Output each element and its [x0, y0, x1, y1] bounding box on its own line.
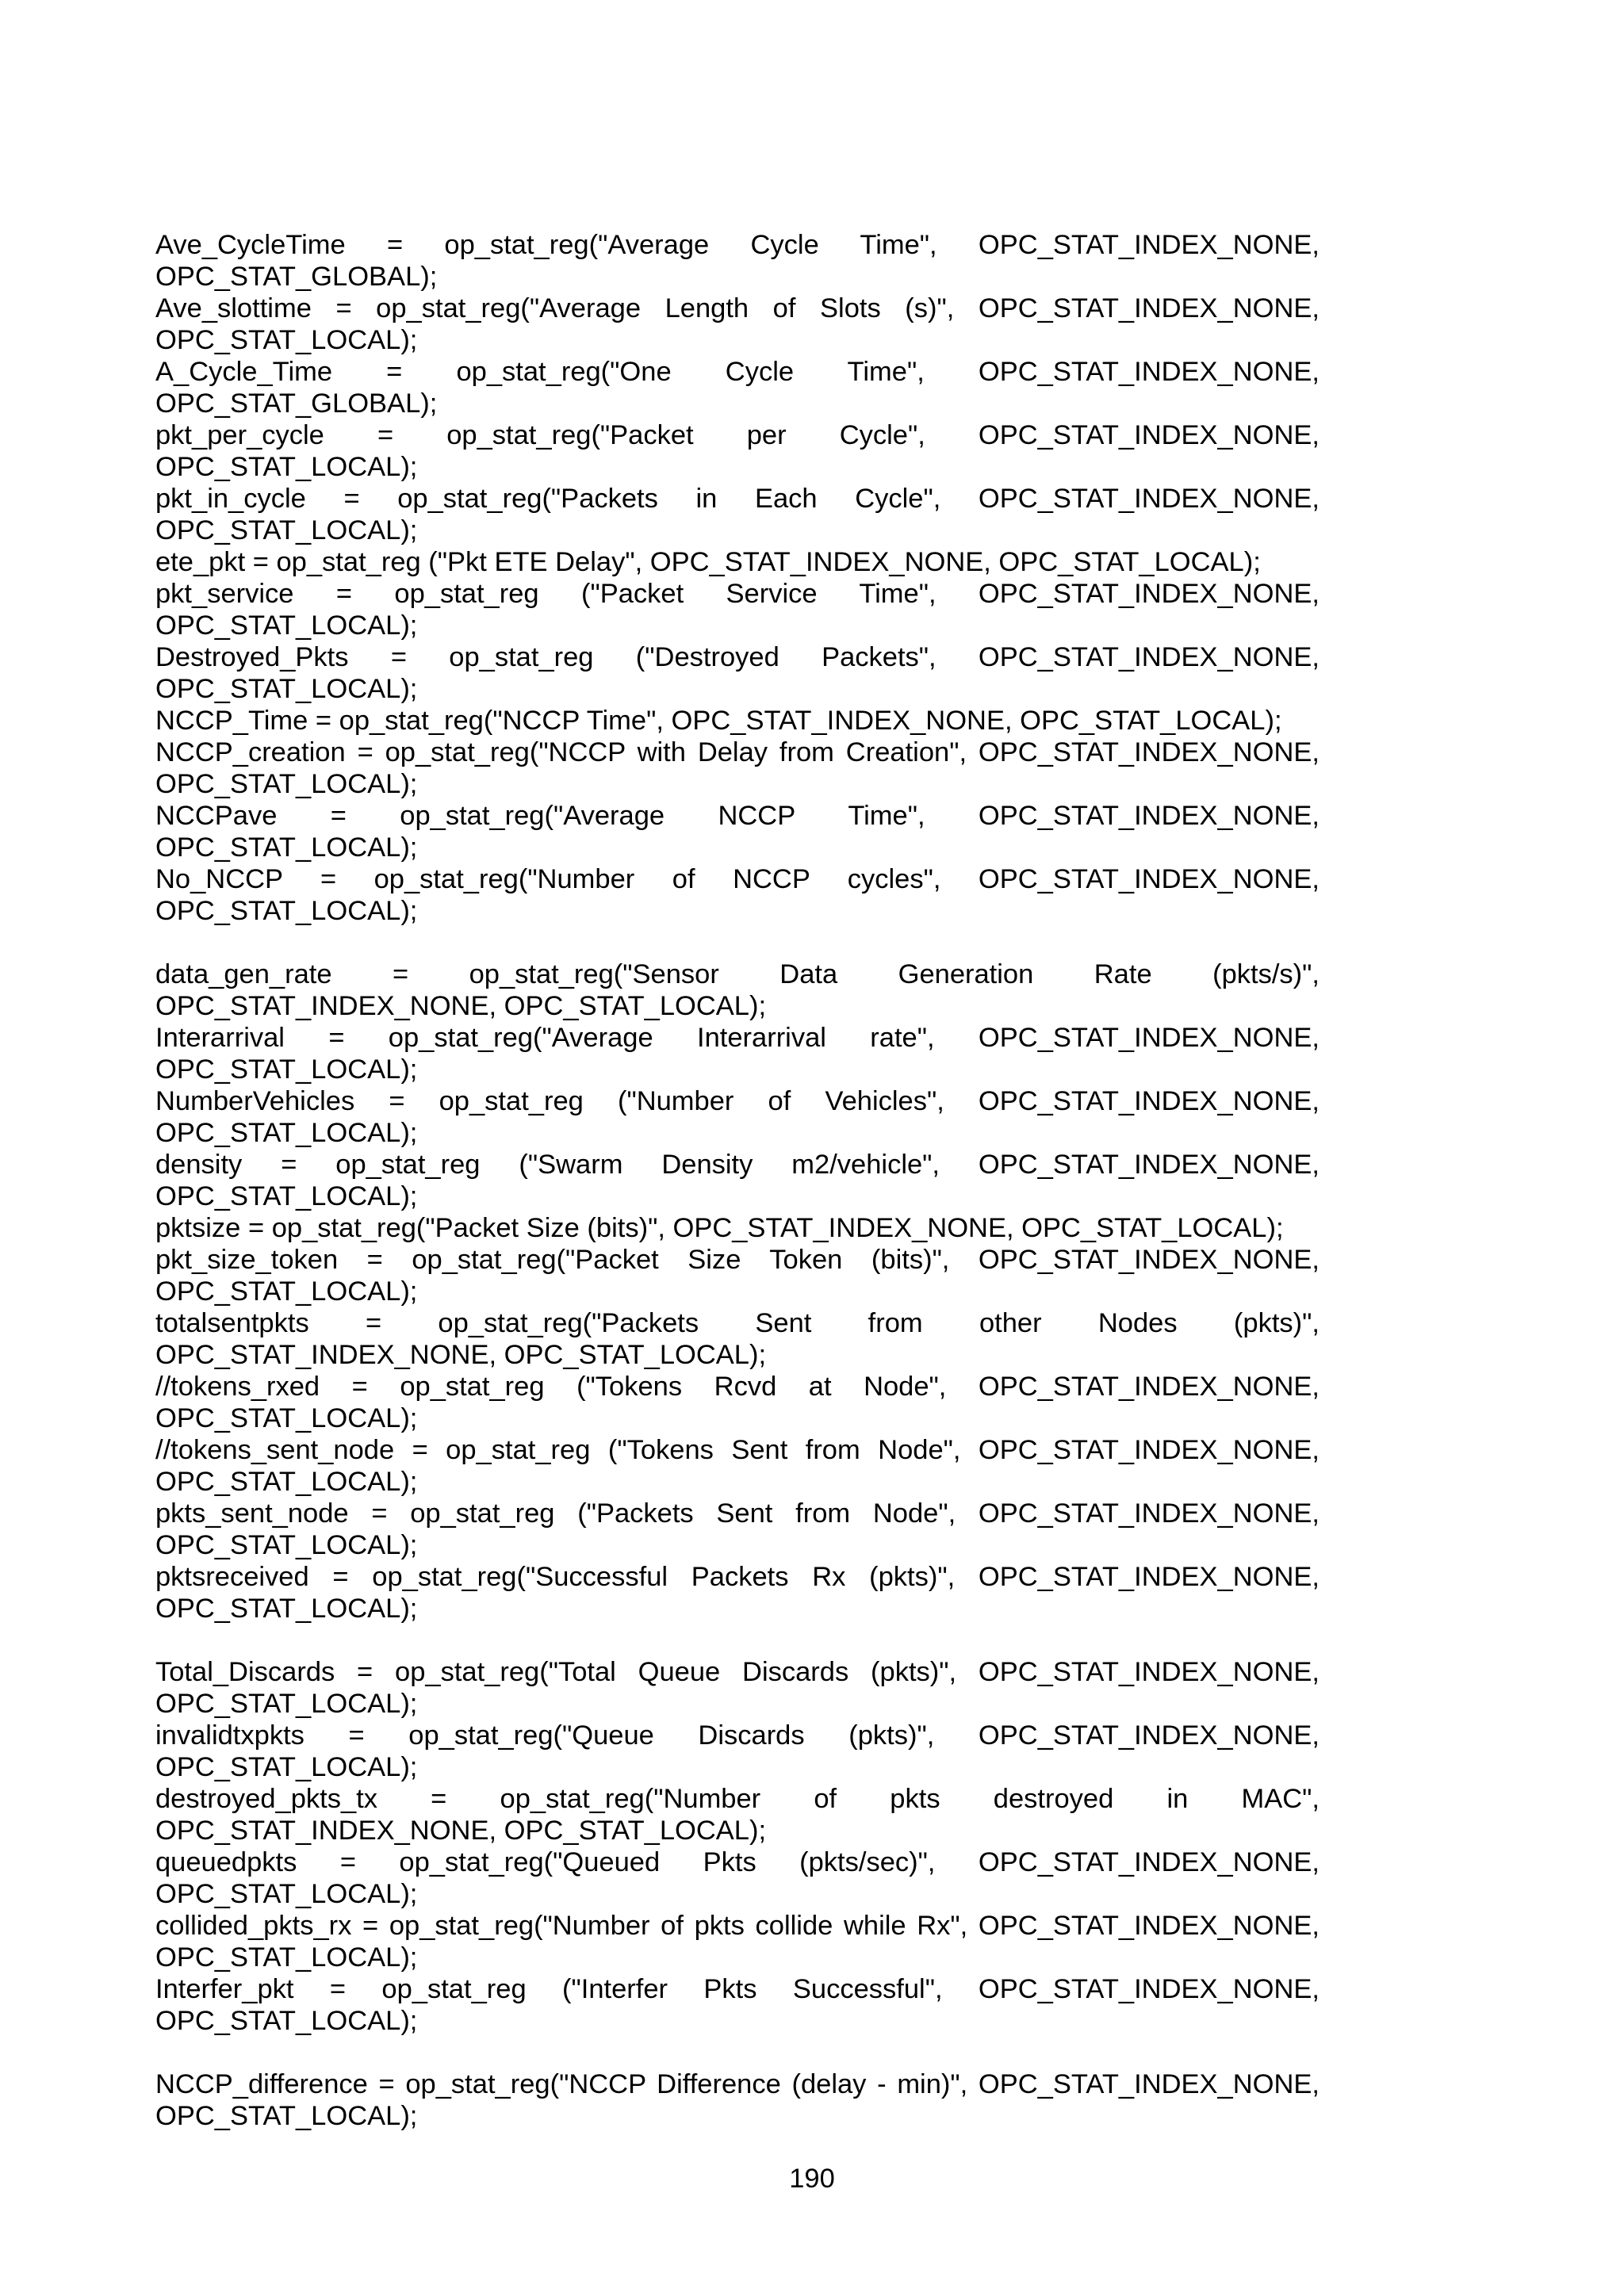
code-statement: A_Cycle_Time = op_stat_reg("One Cycle Time", OPC_STAT_INDEX_NONE, OPC_STAT_GLOBAL); [155, 357, 1320, 419]
paragraph-gap [155, 927, 1320, 959]
code-listing [155, 229, 1320, 2132]
code-statement: invalidtxpkts = op_stat_reg("Queue Discards (pkts)", OPC_STAT_INDEX_NONE, OPC_STAT_LOCAL); [155, 1720, 1320, 1782]
code-statement: pktsreceived = op_stat_reg("Successful Packets Rx (pkts)", OPC_STAT_INDEX_NONE, OPC_STAT_LOCAL); [155, 1562, 1320, 1624]
code-statement: pkt_service = op_stat_reg ("Packet Service Time", OPC_STAT_INDEX_NONE, OPC_STAT_LOCAL); [155, 579, 1320, 641]
code-statement: destroyed_pkts_tx = op_stat_reg("Number of pkts destroyed in MAC", OPC_STAT_INDEX_NONE, OPC_STAT_LOCAL); [155, 1784, 1320, 1846]
code-statement: //tokens_rxed = op_stat_reg ("Tokens Rcvd at Node", OPC_STAT_INDEX_NONE, OPC_STAT_LOCAL); [155, 1372, 1320, 1433]
code-statement: Interfer_pkt = op_stat_reg ("Interfer Pkts Successful", OPC_STAT_INDEX_NONE, OPC_STAT_LOCAL); [155, 1974, 1320, 2036]
code-statement: ete_pkt = op_stat_reg ("Pkt ETE Delay", OPC_STAT_INDEX_NONE, OPC_STAT_LOCAL); [155, 547, 1261, 577]
code-statement: pktsize = op_stat_reg("Packet Size (bits)", OPC_STAT_INDEX_NONE, OPC_STAT_LOCAL); [155, 1213, 1284, 1243]
code-statement: NCCP_difference = op_stat_reg("NCCP Difference (delay - min)", OPC_STAT_INDEX_NONE, OPC_STAT_LOCAL); [155, 2069, 1320, 2131]
code-statement: NCCP_creation = op_stat_reg("NCCP with Delay from Creation", OPC_STAT_INDEX_NONE, OPC_STAT_LOCAL); [155, 737, 1320, 799]
code-statement: //tokens_sent_node = op_stat_reg ("Tokens Sent from Node", OPC_STAT_INDEX_NONE, OPC_STAT_LOCAL); [155, 1435, 1320, 1497]
code-statement: No_NCCP = op_stat_reg("Number of NCCP cycles", OPC_STAT_INDEX_NONE, OPC_STAT_LOCAL); [155, 864, 1320, 926]
code-statement: NCCP_Time = op_stat_reg("NCCP Time", OPC_STAT_INDEX_NONE, OPC_STAT_LOCAL); [155, 706, 1282, 736]
code-statement: density = op_stat_reg ("Swarm Density m2/vehicle", OPC_STAT_INDEX_NONE, OPC_STAT_LOCAL); [155, 1150, 1320, 1211]
paragraph-gap [155, 2037, 1320, 2068]
code-statement: data_gen_rate = op_stat_reg("Sensor Data Generation Rate (pkts/s)", OPC_STAT_INDEX_NONE, OPC_STAT_LOCAL); [155, 959, 1320, 1021]
code-statement: pkt_size_token = op_stat_reg("Packet Size Token (bits)", OPC_STAT_INDEX_NONE, OPC_STAT_LOCAL); [155, 1245, 1320, 1307]
page-number: 190 [789, 2164, 835, 2194]
code-statement: totalsentpkts = op_stat_reg("Packets Sent from other Nodes (pkts)", OPC_STAT_INDEX_NONE, OPC_STAT_LOCAL); [155, 1308, 1320, 1370]
code-statement: pkt_per_cycle = op_stat_reg("Packet per Cycle", OPC_STAT_INDEX_NONE, OPC_STAT_LOCAL); [155, 420, 1320, 482]
code-statement: Ave_slottime = op_stat_reg("Average Length of Slots (s)", OPC_STAT_INDEX_NONE, OPC_STAT_LOCAL); [155, 293, 1320, 355]
code-statement: collided_pkts_rx = op_stat_reg("Number of pkts collide while Rx", OPC_STAT_INDEX_NONE, OPC_STAT_LOCAL); [155, 1911, 1320, 1973]
code-statement: pkt_in_cycle = op_stat_reg("Packets in Each Cycle", OPC_STAT_INDEX_NONE, OPC_STAT_LOCAL); [155, 484, 1320, 545]
code-statement: Destroyed_Pkts = op_stat_reg ("Destroyed Packets", OPC_STAT_INDEX_NONE, OPC_STAT_LOCAL); [155, 642, 1320, 704]
code-statement: NumberVehicles = op_stat_reg ("Number of Vehicles", OPC_STAT_INDEX_NONE, OPC_STAT_LOCAL); [155, 1086, 1320, 1148]
code-statement: pkts_sent_node = op_stat_reg ("Packets Sent from Node", OPC_STAT_INDEX_NONE, OPC_STAT_LOCAL); [155, 1498, 1320, 1560]
paragraph-gap [155, 1624, 1320, 1656]
code-statement: queuedpkts = op_stat_reg("Queued Pkts (pkts/sec)", OPC_STAT_INDEX_NONE, OPC_STAT_LOCAL); [155, 1847, 1320, 1909]
code-statement: NCCPave = op_stat_reg("Average NCCP Time", OPC_STAT_INDEX_NONE, OPC_STAT_LOCAL); [155, 801, 1320, 863]
code-statement: Total_Discards = op_stat_reg("Total Queue Discards (pkts)", OPC_STAT_INDEX_NONE, OPC_STAT_LOCAL); [155, 1657, 1320, 1719]
code-statement: Ave_CycleTime = op_stat_reg("Average Cycle Time", OPC_STAT_INDEX_NONE, OPC_STAT_GLOBAL); [155, 230, 1320, 292]
code-statement: Interarrival = op_stat_reg("Average Interarrival rate", OPC_STAT_INDEX_NONE, OPC_STAT_LOCAL); [155, 1023, 1320, 1085]
